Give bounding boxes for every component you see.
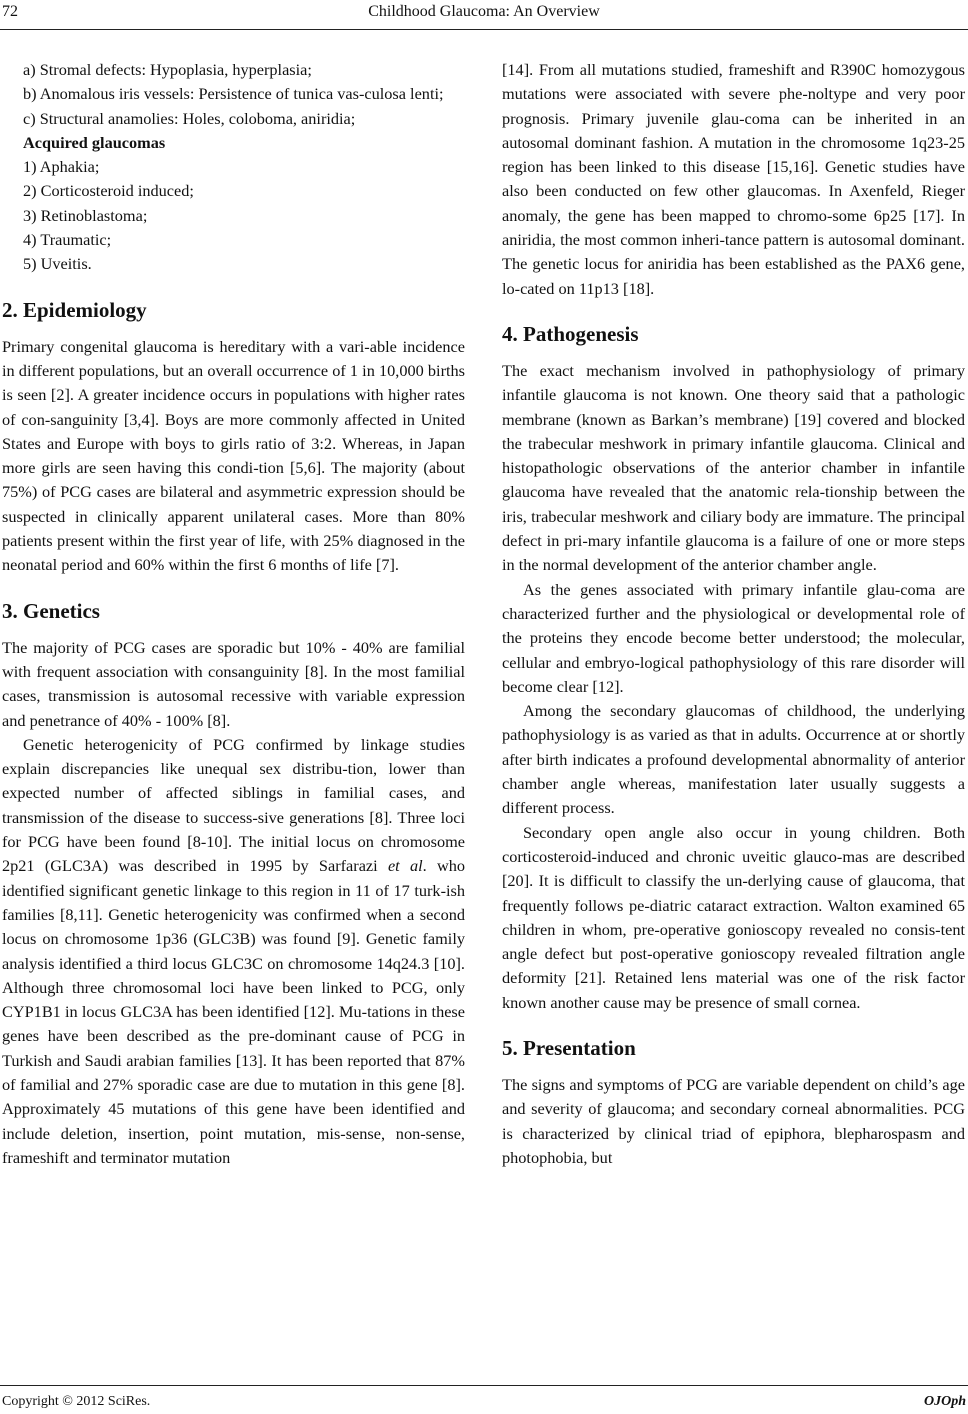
acquired-item: 2) Corticosteroid induced; bbox=[23, 181, 194, 201]
acquired-item: 3) Retinoblastoma; bbox=[23, 205, 148, 225]
page-number: 72 bbox=[2, 3, 18, 20]
genetics-paragraph-2 bbox=[2, 733, 465, 1170]
pathogenesis-paragraph-4: Secondary open angle also occur in young children. Both corticosteroid-induced and chronic uveitic glauco-mas are described [20]. It is difficult to classify the un-derlying cause of glaucoma, that frequently follows pe-diatric cataract extraction. Walton examined 65 children in whom, pre-operative gonioscopy revealed no consis-tent angle defect but post-operative gonioscopy revealed filtration angle deformity [21]. Retained lens material was one of the risk factor known another cause may be presence of small cornea. bbox=[502, 822, 965, 1012]
genetics-p2-text-a: Genetic heterogenicity of PCG confirmed by linkage studies explain discrepancies like unequal sex distribu-tion, lower than expected number of affected siblings in familial cases, and transmission of the disease to success-sive generations [8]. Three loci for PCG have been found [8-10]. The initial locus on chromosome 2p21 (GLC3A) was described in 1995 by Sarfarazi bbox=[2, 734, 465, 876]
section-heading-genetics: 3. Genetics bbox=[2, 598, 100, 623]
footer-rule bbox=[0, 1385, 968, 1386]
section-heading-presentation: 5. Presentation bbox=[502, 1035, 636, 1060]
iris-defect-c: c) Structural anamolies: Holes, coloboma, aniridia; bbox=[23, 108, 356, 128]
presentation-paragraph: The signs and symptoms of PCG are variable dependent on child’s age and severity of glaucoma; and secondary corneal abnormalities. PCG is characterized by clinical triad of epiphora, blepharospasm and photophobia, but bbox=[502, 1074, 965, 1167]
et-al-italic: et al bbox=[387, 856, 423, 876]
pathogenesis-paragraph-1: The exact mechanism involved in pathophysiology of primary infantile glaucoma is not known. One theory said that a pathologic membrane (known as Barkan’s membrane) [19] covered and blocked the trabecular meshwork in primary infantile glaucoma. Clinical and histopathologic observations of the anterior chamber in infantile glaucoma have revealed that the anatomic rela-tionship between the iris, trabecular meshwork and ciliary body are immature. The principal defect in pri-mary infantile glaucoma is a failure of one or more steps in the normal development of the anterior chamber angle. bbox=[502, 360, 965, 575]
pathogenesis-paragraph-3: Among the secondary glaucomas of childhood, the underlying pathophysiology is as varied as that in adults. Occurrence at or shortly after birth indicates a profound developmental abnormality of anterior chamber angle whereas, manifestation later usually suggests a different process. bbox=[502, 701, 965, 818]
acquired-item: 1) Aphakia; bbox=[23, 157, 100, 177]
acquired-item: 4) Traumatic; bbox=[23, 230, 112, 250]
running-head bbox=[0, 3, 968, 27]
journal-abbreviation: OJOph bbox=[923, 1394, 966, 1409]
right-column bbox=[502, 58, 965, 1170]
section-heading-epidemiology: 2. Epidemiology bbox=[2, 297, 147, 322]
running-title: Childhood Glaucoma: An Overview bbox=[368, 3, 600, 20]
iris-defect-b: b) Anomalous iris vessels: Persistence of tunica vas-culosa lenti; bbox=[23, 84, 444, 104]
genetics-p2-text-b: . who identified significant genetic linkage to this region in 11 of 17 turk-ish families [8,11]. Genetic heterogenicity was confirmed when a second locus on chromosome 1p36 (GLC3B) was found [9]. Genetic family analysis identified a third locus GLC3C on chromosome 14q24.3 [10]. Although three chromosomal loci have been linked to PCG, only CYP1B1 in locus GLC3A has been identified [12]. Mu-tations in these genes have been described as the pre-dominant cause of PCG in Turkish and Saudi arabian families [13]. It has been reported that 87% of familial and 27% sporadic case are due to mutation in this gene [8]. Approximately 45 mutations of this gene have been identified and include deletion, insertion, point mutation, mis-sense, non-sense, frameshift and terminator mutation bbox=[2, 856, 466, 1167]
section-heading-pathogenesis: 4. Pathogenesis bbox=[502, 321, 639, 346]
epidemiology-paragraph: Primary congenital glaucoma is hereditary with a vari-able incidence in different populations, but an overall occurrence of 1 in 10,000 births is seen [2]. A greater incidence occurs in populations with higher rates of con-sanguinity [3,4]. Boys are more commonly affected in United States and Europe with boys to girls ratio of 3:2. Whereas, in Japan more girls are seen having this condi-tion [5,6]. The majority (about 75%) of PCG cases are bilateral and asymmetric expression should be suspected in clinically apparent unilateral cases. More than 80% patients present within the first year of life, with 25% diagnosed in the neonatal period and 60% within the first 6 months of life [7]. bbox=[2, 336, 465, 575]
genetics-paragraph-continued: [14]. From all mutations studied, frameshift and R390C homozygous mutations were associated with severe phe-noltype and very poor prognosis. Primary juvenile glau-coma can be inherited in an autosomal dominant fashion. A mutation in the chromosome 1q23-25 region has been linked to this disease [15,16]. Genetic studies have also been conducted on few other glaucomas. In Axenfeld, Rieger anomaly, the gene has been mapped to chromo-some 6p25 [17]. In aniridia, the most common inheri-tance pattern is autosomal dominant. The genetic locus for aniridia has been established as the PAX6 gene, lo-cated on 11p13 [18]. bbox=[502, 60, 965, 298]
acquired-glaucomas-heading: Acquired glaucomas bbox=[23, 132, 166, 152]
header-rule bbox=[0, 29, 968, 30]
iris-defect-a: a) Stromal defects: Hypoplasia, hyperplasia; bbox=[23, 60, 312, 79]
acquired-item: 5) Uveitis. bbox=[23, 254, 92, 274]
left-column bbox=[2, 58, 465, 1170]
genetics-paragraph-1: The majority of PCG cases are sporadic but 10% - 40% are familial with frequent association with consanguinity [8]. In the most familial cases, transmission is autosomal recessive with variable expression and penetrance of 40% - 100% [8]. bbox=[2, 637, 465, 730]
page-footer bbox=[0, 1394, 968, 1414]
copyright-notice: Copyright © 2012 SciRes. bbox=[2, 1394, 151, 1409]
pathogenesis-paragraph-2: As the genes associated with primary infantile glau-coma are characterized further and the physiological or developmental role of the proteins they encode become better understood; the molecular, cellular and embryo-logical pathophysiology of this rare disorder will become clear [12]. bbox=[502, 579, 965, 696]
